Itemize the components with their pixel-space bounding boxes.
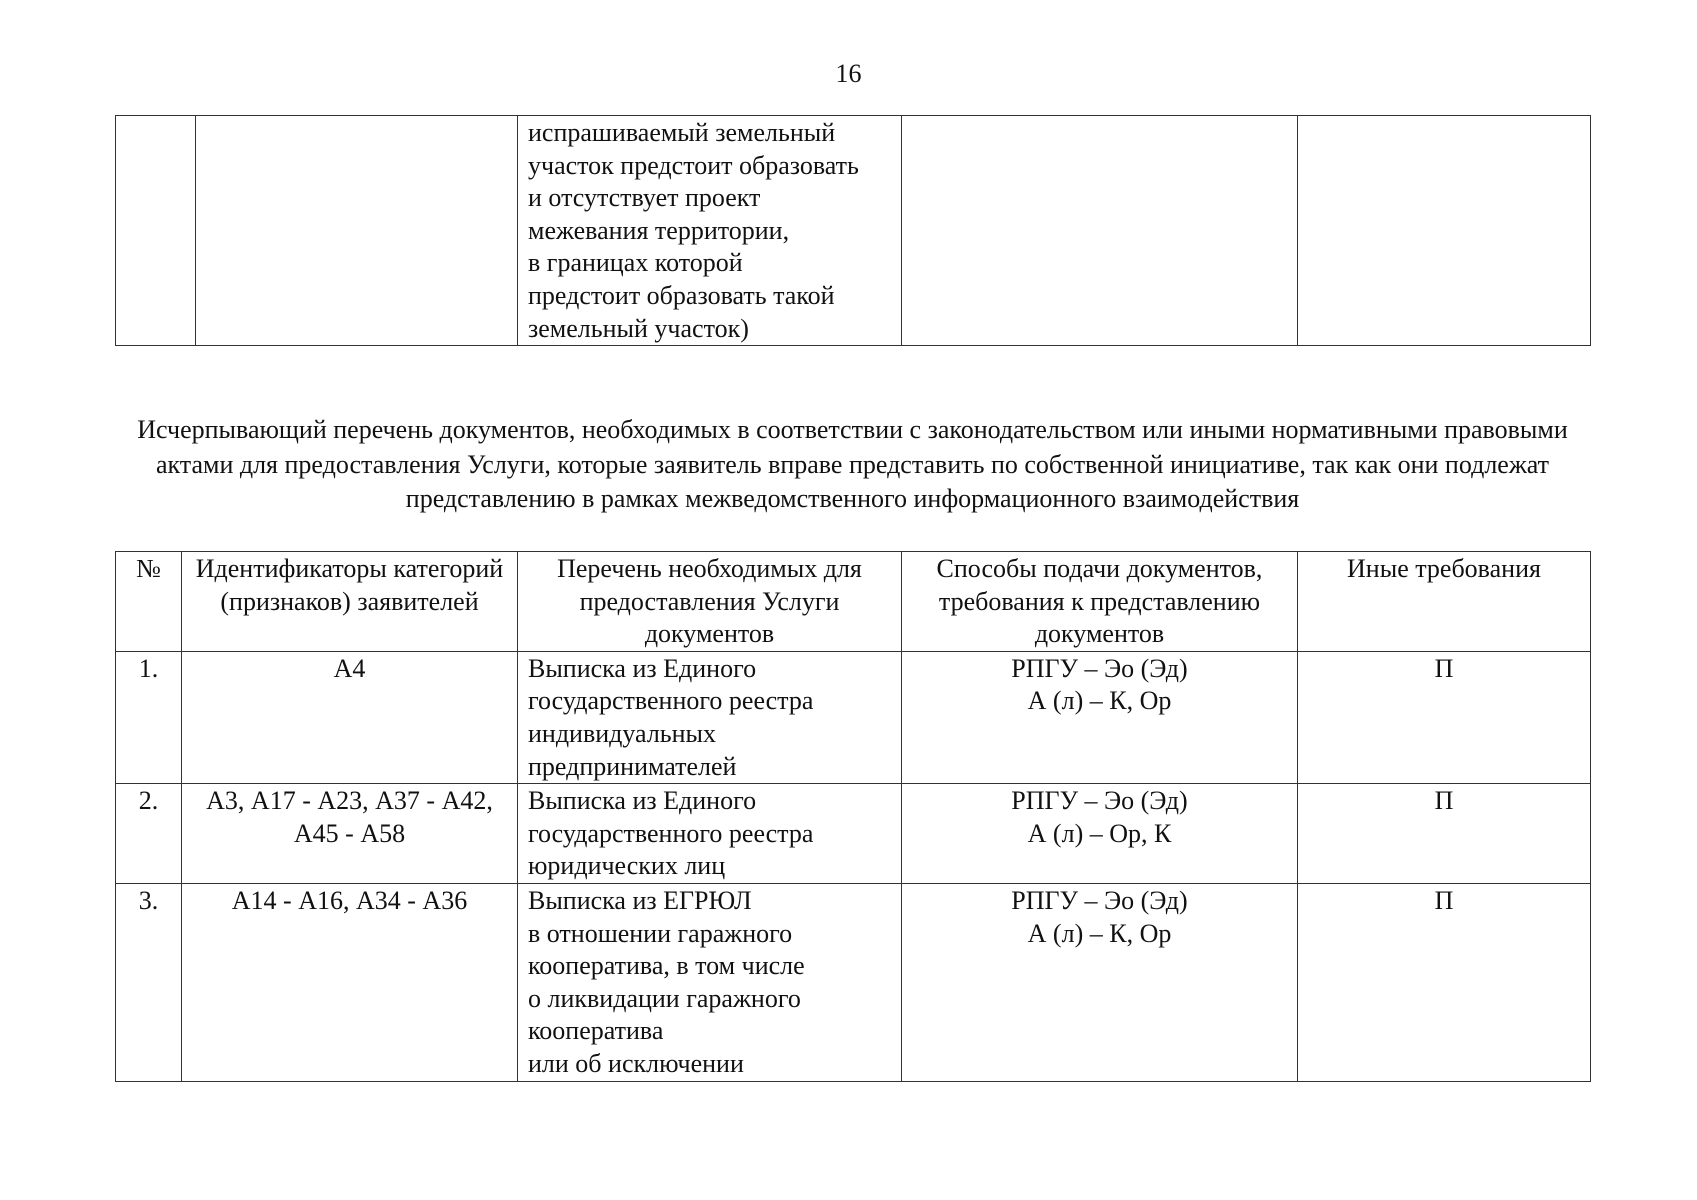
cell-methods: РПГУ – Эо (Эд) А (л) – К, Ор xyxy=(902,651,1298,783)
table-cell xyxy=(196,116,518,346)
table-row xyxy=(116,883,1591,1081)
table-row xyxy=(116,116,1591,346)
cell-documents: Выписка из ЕГРЮЛ в отношении гаражного кооператива, в том числе о ликвидации гаражного кооператива или об исключении xyxy=(518,883,902,1081)
table-row xyxy=(116,784,1591,884)
cell-other: П xyxy=(1298,651,1591,783)
documents-table xyxy=(115,551,1591,1082)
cell-identifiers: А4 xyxy=(182,651,518,783)
header-other: Иные требования xyxy=(1298,552,1591,652)
header-number: № xyxy=(116,552,182,652)
cell-methods: РПГУ – Эо (Эд) А (л) – Ор, К xyxy=(902,784,1298,884)
cell-methods: РПГУ – Эо (Эд) А (л) – К, Ор xyxy=(902,883,1298,1081)
header-methods: Способы подачи документов, требования к представлению документов xyxy=(902,552,1298,652)
cell-number: 1. xyxy=(116,651,182,783)
cell-identifiers: А14 - А16, А34 - А36 xyxy=(182,883,518,1081)
table-cell: испрашиваемый земельный участок предстоит образовать и отсутствует проект межевания территории, в границах которой предстоит образовать такой земельный участок) xyxy=(518,116,902,346)
cell-number: 3. xyxy=(116,883,182,1081)
cell-other: П xyxy=(1298,784,1591,884)
header-documents: Перечень необходимых для предоставления Услуги документов xyxy=(518,552,902,652)
cell-number: 2. xyxy=(116,784,182,884)
page-number: 16 xyxy=(835,59,862,88)
cell-other: П xyxy=(1298,883,1591,1081)
continuation-table xyxy=(115,115,1591,346)
table-cell xyxy=(116,116,196,346)
cell-identifiers: А3, А17 - А23, А37 - А42, А45 - А58 xyxy=(182,784,518,884)
table-cell xyxy=(902,116,1298,346)
cell-documents: Выписка из Единого государственного реестра юридических лиц xyxy=(518,784,902,884)
section-heading: Исчерпывающий перечень документов, необходимых в соответствии с законодательством или иными нормативными правовыми актами для предоставления Услуги, которые заявитель вправе представить по собственной инициативе, так как они подлежат представлению в рамках межведомственного информационного взаимодействия xyxy=(137,415,1568,513)
table-header-row xyxy=(116,552,1591,652)
table-cell xyxy=(1298,116,1591,346)
table-row xyxy=(116,651,1591,783)
header-identifiers: Идентификаторы категорий (признаков) заявителей xyxy=(182,552,518,652)
cell-documents: Выписка из Единого государственного реестра индивидуальных предпринимателей xyxy=(518,651,902,783)
